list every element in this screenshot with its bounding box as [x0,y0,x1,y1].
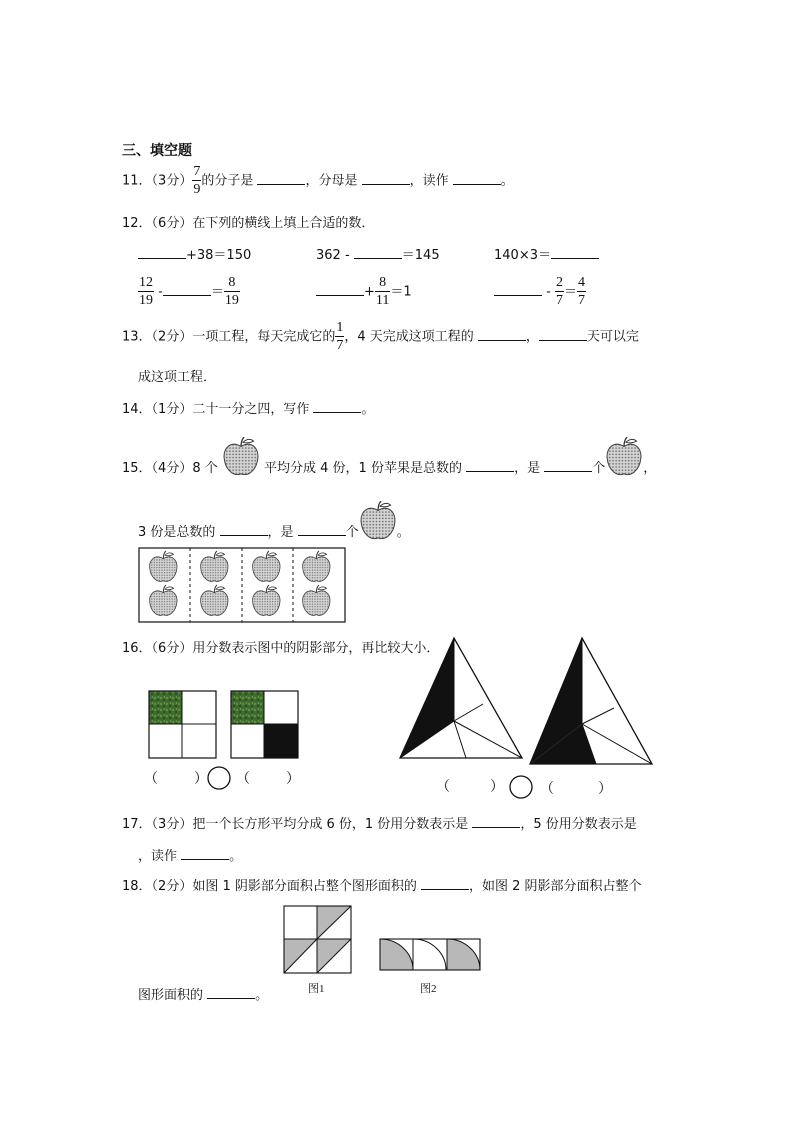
q12-blank-2[interactable] [354,248,402,259]
question-18-line1: 18．（2分）如图 1 阴影部分面积占整个图形面积的 ，如图 2 阴影部分面积占整个 [122,879,642,894]
compare-circle-2[interactable] [508,774,534,800]
apple-grid-figure [138,547,346,623]
q12-blank-1[interactable] [138,248,186,259]
q16-triangle-2 [526,636,656,770]
q12-row2-b: + $\frac{8}{11}$ ＝1 [316,276,412,308]
q11-text-3: ，读作 [409,173,449,189]
q12-row2-c: - $\frac{2}{7}$ ＝ $\frac{4}{7}$ [494,276,586,308]
q17-blank-2[interactable] [181,849,229,860]
q16-answer-3[interactable]: （ ） [436,779,504,795]
q12-row1-c: 140×3＝ [494,244,599,263]
q16-square-1 [148,690,218,760]
question-15-line2: 3 份是总数的 ，是 个 。 [138,521,410,541]
question-13: 13．（2分）一项工程，每天完成它的 $\frac{1}{7}$ ，4 天完成这项工程的 ， 天可以完 [122,320,639,353]
question-17-line1: 17．（3分）把一个长方形平均分成 6 份，1 份用分数表示是 ，5 份用分数表示是 [122,817,637,832]
fig2-rectangle [379,938,483,972]
q12-blank-6[interactable] [494,285,542,296]
q13-blank-1[interactable] [478,330,526,341]
q16-answer-4[interactable]: （ ） [540,781,612,797]
q11-blank-denominator[interactable] [362,174,410,185]
q11-fraction: $\frac{7}{9}$ [193,164,201,197]
q11-blank-reading[interactable] [453,174,501,185]
section-title: 三、填空题 [122,143,192,159]
q18-blank-2[interactable] [207,988,255,999]
apple-icon [222,437,260,477]
q15-blank-3[interactable] [220,525,268,536]
q15-blank-1[interactable] [466,461,514,472]
q11-prefix: 11．（3分） [122,173,193,189]
q11-text-4: 。 [500,173,514,189]
apple-icon [359,501,397,541]
fig1-square [283,905,353,975]
q11-text-2: ，分母是 [305,173,358,189]
q16-answer-1[interactable]: （ ） [144,771,208,787]
fig1-label: 图1 [308,983,325,995]
q12-row1-a: +38＝150 [138,244,251,263]
question-14: 14．（1分）二十一分之四，写作 。 [122,402,375,417]
question-11 [122,165,514,197]
apple-icon [605,437,643,477]
question-15-line1: 15．（4分）8 个 平均分成 4 份，1 份苹果是总数的 ，是 个 ， [122,457,656,477]
q12-row1-b: 362 - ＝145 [316,248,440,263]
q13-line2: 成这项工程． [138,370,217,385]
q12-blank-5[interactable] [316,285,364,296]
q16-answer-2[interactable]: （ ） [236,771,300,787]
q12-blank-3[interactable] [551,248,599,259]
q16-triangle-1 [396,636,526,762]
q17-blank-1[interactable] [472,817,520,828]
q11-text-1: 的分子是 [201,173,254,189]
q16-square-2 [230,690,300,760]
q13-blank-2[interactable] [539,330,587,341]
question-17-line2: ，读作 。 [138,849,243,864]
fig2-label: 图2 [420,983,437,995]
compare-circle-1[interactable] [206,765,232,791]
q12-blank-4[interactable] [163,285,211,296]
question-12-title: 12．（6分）在下列的横线上填上合适的数． [122,216,375,231]
q15-blank-4[interactable] [298,525,346,536]
q15-blank-2[interactable] [544,461,592,472]
q11-blank-numerator[interactable] [257,174,305,185]
q18-blank-1[interactable] [421,879,469,890]
question-18-line2: 图形面积的 。 [138,988,269,1003]
q14-blank[interactable] [313,402,361,413]
question-16: 16．（6分）用分数表示图中的阴影部分，再比较大小． [122,641,440,656]
q12-row2-a: $\frac{12}{19}$ - ＝ $\frac{8}{19}$ [139,275,239,308]
